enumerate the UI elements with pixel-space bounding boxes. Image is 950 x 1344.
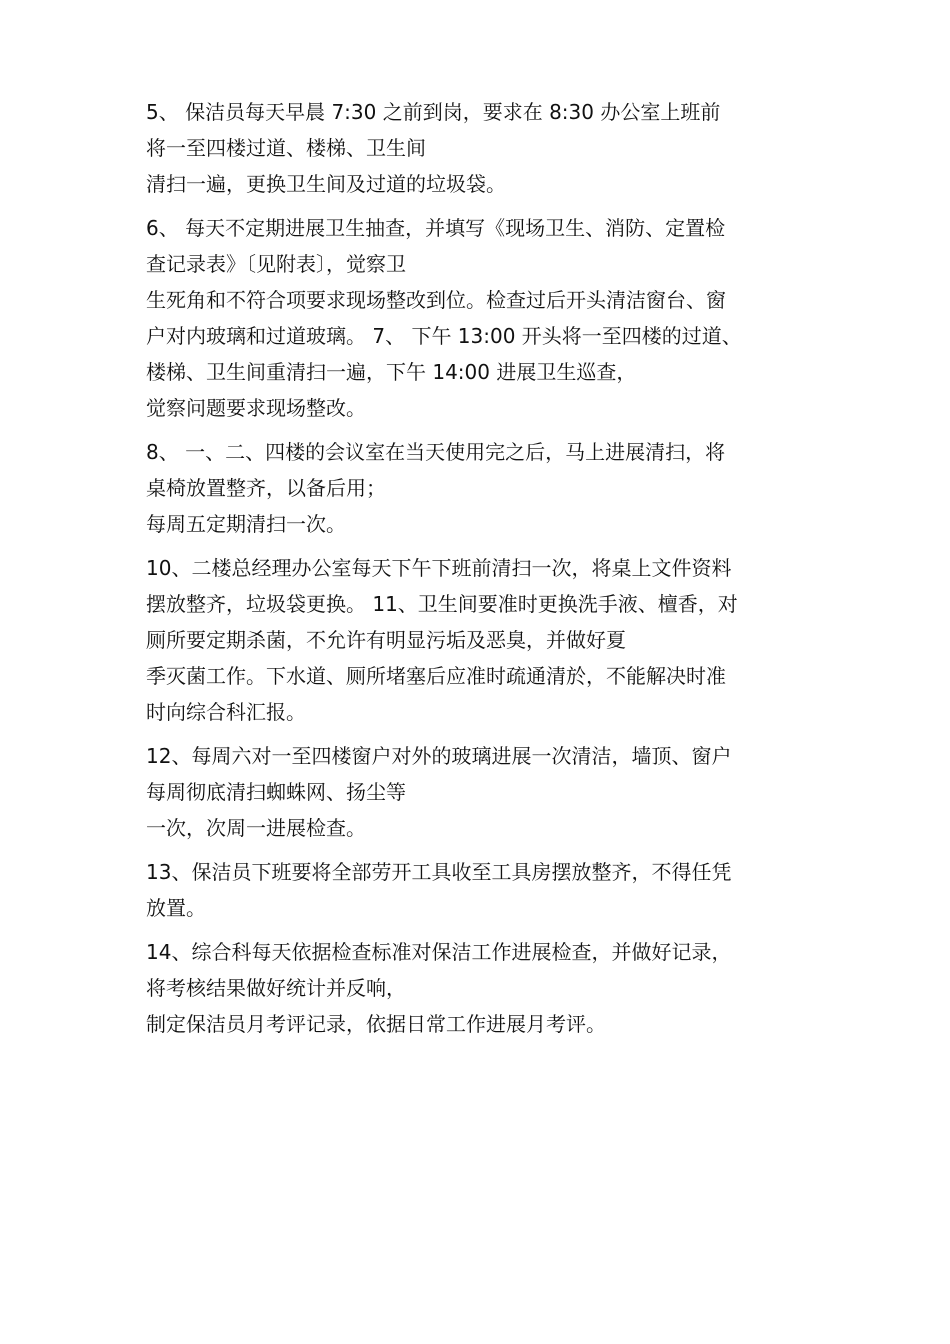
document-body xyxy=(146,94,816,1050)
text-line: 觉察问题要求现场整改。 xyxy=(146,396,366,420)
paragraph-item-13 xyxy=(146,854,816,926)
text-line: 时向综合科汇报。 xyxy=(146,700,306,724)
paragraph-item-8 xyxy=(146,434,816,542)
text-line: 清扫一遍，更换卫生间及过道的垃圾袋。 xyxy=(146,172,506,196)
text-line: 12、每周六对一至四楼窗户对外的玻璃进展一次清洁，墙顶、窗户 xyxy=(146,744,732,768)
text-line: 8、 一、二、四楼的会议室在当天使用完之后，马上进展清扫，将 xyxy=(146,440,726,464)
text-line: 制定保洁员月考评记录，依据日常工作进展月考评。 xyxy=(146,1012,606,1036)
paragraph-item-5 xyxy=(146,94,816,202)
paragraph-item-12 xyxy=(146,738,816,846)
text-line: 每周五定期清扫一次。 xyxy=(146,512,346,536)
text-line: 楼梯、卫生间重清扫一遍，下午 14:00 进展卫生巡查， xyxy=(146,360,637,384)
text-line: 查记录表》〔见附表〕，觉察卫 xyxy=(146,252,406,276)
text-line: 一次，次周一进展检查。 xyxy=(146,816,366,840)
text-line: 14、综合科每天依据检查标准对保洁工作进展检查，并做好记录， xyxy=(146,940,732,964)
paragraph-item-6-7 xyxy=(146,210,816,426)
paragraph-item-14 xyxy=(146,934,816,1042)
text-line: 将考核结果做好统计并反响， xyxy=(146,976,406,1000)
text-line: 厕所要定期杀菌，不允许有明显污垢及恶臭，并做好夏 xyxy=(146,628,626,652)
text-line: 10、二楼总经理办公室每天下午下班前清扫一次，将桌上文件资料 xyxy=(146,556,732,580)
text-line: 生死角和不符合项要求现场整改到位。检查过后开头清洁窗台、窗 xyxy=(146,288,726,312)
text-line: 6、 每天不定期进展卫生抽查，并填写《现场卫生、消防、定置检 xyxy=(146,216,726,240)
text-line: 5、 保洁员每天早晨 7:30 之前到岗，要求在 8:30 办公室上班前 xyxy=(146,100,721,124)
text-line: 放置。 xyxy=(146,896,206,920)
text-line: 每周彻底清扫蜘蛛网、扬尘等 xyxy=(146,780,406,804)
text-line: 将一至四楼过道、楼梯、卫生间 xyxy=(146,136,426,160)
text-line: 13、保洁员下班要将全部劳开工具收至工具房摆放整齐，不得任凭 xyxy=(146,860,732,884)
text-line: 摆放整齐，垃圾袋更换。 11、卫生间要准时更换洗手液、檀香，对 xyxy=(146,592,738,616)
paragraph-item-10-11 xyxy=(146,550,816,730)
text-line: 户对内玻璃和过道玻璃。 7、 下午 13:00 开头将一至四楼的过道、 xyxy=(146,324,742,348)
text-line: 桌椅放置整齐，以备后用； xyxy=(146,476,386,500)
text-line: 季灭菌工作。下水道、厕所堵塞后应准时疏通清於，不能解决时准 xyxy=(146,664,726,688)
